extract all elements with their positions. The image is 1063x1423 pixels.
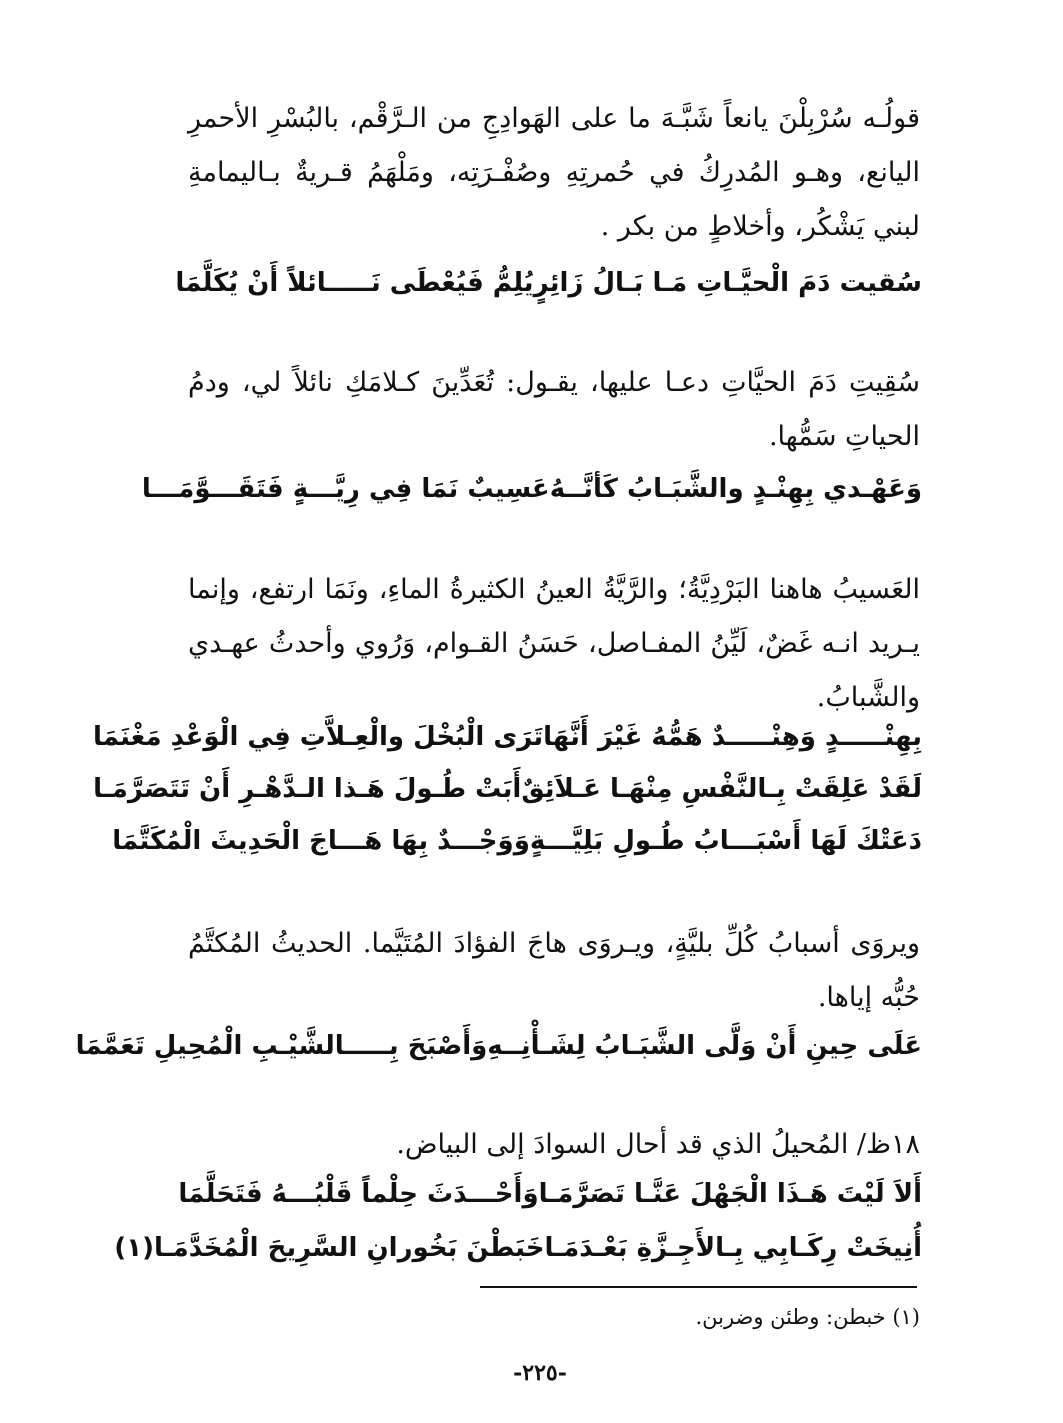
page-number: -٢٢٥-: [513, 1360, 567, 1386]
commentary-paragraph: قولُـه سُرْبِلْنَ يانعاً شَبَّـهَ ما على الهَوادِجِ من الـرَّقْم، بالبُسْرِ الأحمرِ اليانع، وهـو المُدرِكُ في حُمرتِهِ وصُفْـرَتِه، ومَلْهَمُ قـريةٌ بـاليمامةِ لبني يَشْكُر، وأخلاطٍ من بكر .: [188, 103, 920, 242]
verse-first-hemistich: أُنِيخَتْ رِكَـابِي بِـالأَجِـزَّةِ بَعْـدَمَـا: [544, 1233, 922, 1263]
commentary-paragraph: سُقِيتِ دَمَ الحيَّاتِ دعـا عليها، يقـول: تُعَدِّينَ كـلامَكِ نائلاً لي، ودمُ الحياتِ سَمُّها.: [188, 367, 920, 452]
verse-line: [75, 1020, 922, 1072]
verse-first-hemistich: سُقيت دَمَ الْحيَّـاتِ مَـا بَـالُ زَائِرٍ: [533, 268, 922, 298]
verse-second-hemistich: خَبَطْنَ بَخُورانِ السَّرِيحَ الْمُخَدَّمَـا(١): [114, 1233, 545, 1263]
verse-line: [175, 257, 922, 309]
verse-line: [93, 763, 922, 815]
commentary-paragraph: ١٨ظ/ المُحيلُ الذي قد أحال السوادَ إلى البياض.: [396, 1129, 920, 1160]
verse-second-hemistich: وَوَجْـــدٌ بِهَا هَـــاجَ الْحَدِيثَ الْمُكَتَّمَا: [112, 826, 530, 856]
verse-first-hemistich: لَقَدْ عَلِقَتْ بِـالنَّفْسِ مِنْهَـا عَـلاَئِقٌ: [521, 774, 922, 804]
verse-line: [112, 815, 922, 867]
verse-line: [178, 1168, 922, 1220]
verse-line: [141, 463, 922, 515]
verse-second-hemistich: وَأَحْـــدَثَ حِلْماً قَلْبُـــهُ فَتَحَلَّمَا: [178, 1179, 539, 1209]
footnote: (١) خبطن: وطئن وضربن.: [695, 1305, 920, 1329]
commentary-paragraph: ويروَى أسبابُ كُلِّ بليَّةٍ، ويـروَى هاجَ الفؤادَ المُتَيَّما. الحديثُ المُكتَّمُ حُبُّه إياها.: [188, 928, 920, 1013]
verse-second-hemistich: وَأَصْبَحَ بِـــــالشَّيْـبِ الْمُحِيلِ تَعَمَّمَا: [75, 1031, 488, 1061]
verse-second-hemistich: تَرَى الْبُخْلَ والْعِـلاَّتِ فِي الْوَعْدِ مَغْنَمَا: [92, 722, 544, 752]
verse-first-hemistich: دَعَتْكَ لَهَا أَسْبَـــابُ طُـولِ بَلِيَّـــةٍ: [529, 826, 922, 856]
verse-first-hemistich: بِهِنْـــــدٍ وَهِنْـــــدٌ هَمُّهُ غَيْرَ أَنَّهَا: [543, 722, 922, 752]
verse-line: [92, 711, 922, 763]
verse-line: [114, 1222, 922, 1274]
verse-second-hemistich: أَبَتْ طُـولَ هَـذا الـدَّهْـرِ أَنْ تَتَصَرَّمَـا: [93, 774, 522, 804]
verse-second-hemistich: يُلِمُّ فَيُعْطَى نَـــــائلاً أَنْ يُكَلَّمَا: [175, 268, 534, 298]
verse-first-hemistich: أَلاَ لَيْتَ هَـذَا الْجَهْلَ عَنَّـا تَصَرَّمَـا: [538, 1179, 922, 1209]
footnote-divider: [480, 1286, 917, 1288]
verse-second-hemistich: عَسِيبٌ نَمَا فِي رِيَّـــةٍ فَتَقَـــوَّمَـــا: [141, 474, 550, 504]
verse-first-hemistich: وَعَهْـدي بِهِنْـدٍ والشَّبَـابُ كَأنَّــهُ: [549, 474, 922, 504]
verse-first-hemistich: عَلَى حِينِ أَنْ وَلَّى الشَّبَـابُ لِشَـأْنِــهِ: [487, 1031, 922, 1061]
commentary-paragraph: العَسيبُ هاهنا البَرْدِيَّةُ؛ والرَّيَّةُ العينُ الكثيرةُ الماءِ، ونَمَا ارتفع، وإنما يـريد انـه غَضٌ، لَيِّنُ المفـاصل، حَسَنُ القـوام، وَرُوي وأحدثُ عهـدي والشَّبابُ.: [188, 574, 920, 713]
